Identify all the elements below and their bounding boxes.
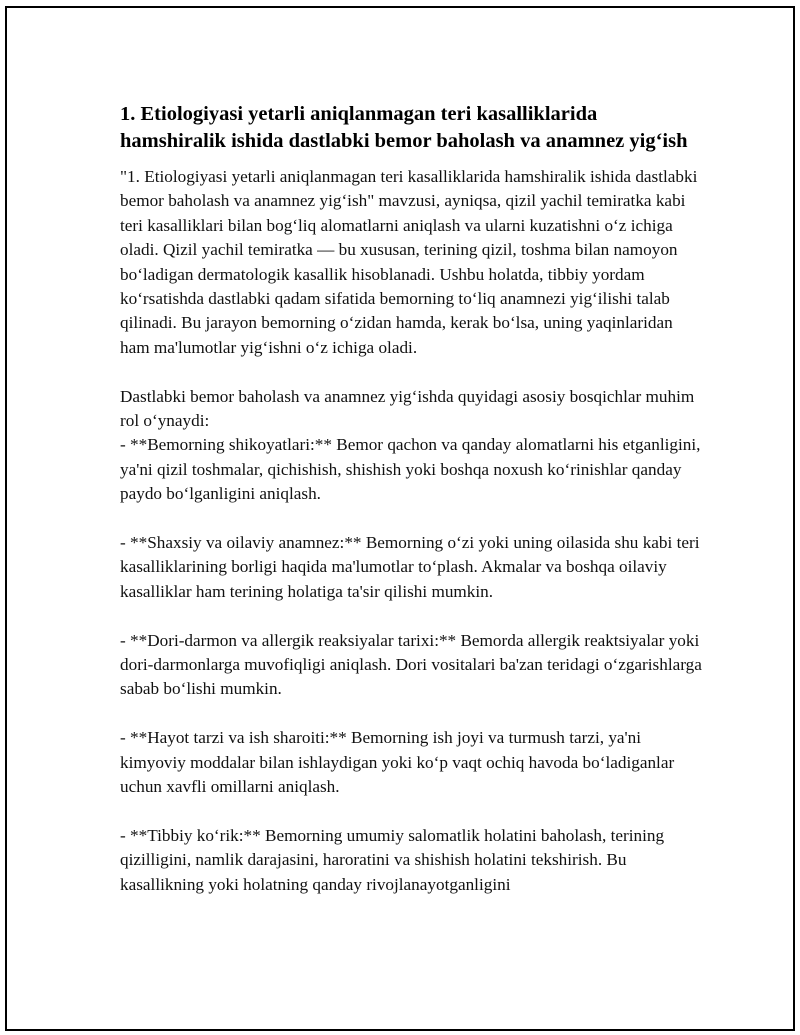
step-history: - **Shaxsiy va oilaviy anamnez:** Bemorning o‘zi yoki uning oilasida shu kabi teri kasalliklarining borligi haqida ma'lumotlar to‘plash. Akmalar va boshqa oilaviy kasalliklar ham terining holatiga ta'sir qilishi mumkin. [120,533,700,601]
paragraph-gap [120,360,702,384]
paragraph-gap [120,702,702,726]
step-complaints: - **Bemorning shikoyatlari:** Bemor qachon va qanday alomatlarni his etganligini, ya'ni qizil toshmalar, qichishish, shishish yoki boshqa noxush ko‘rinishlar qanday paydo bo‘lganligini aniqlash. [120,435,701,504]
step-drugs: - **Dori-darmon va allergik reaksiyalar tarixi:** Bemorda allergik reaktsiyalar yoki dori-darmonlarga muvofiqligi aniqlash. Dori vositalari ba'zan teridagi o‘zgarishlarga sabab bo‘lishi mumkin. [120,630,702,699]
document-body [120,101,702,897]
intro-paragraph: "1. Etiologiyasi yetarli aniqlanmagan teri kasalliklarida hamshiralik ishida dastlabki bemor baholash va anamnez yig‘ish" mavzusi, ayniqsa, qizil yachil temiratka kabi teri kasalliklari bilan bog‘liq alomatlarni aniqlash va ularni kuzatishni o‘z ichiga oladi. Qizil yachil temiratka — bu xususan, terining qizil, toshma bilan namoyon bo‘ladigan dermatologik kasallik hisoblanadi. Ushbu holatda, tibbiy yordam ko‘rsatishda dastlabki qadam sifatida bemorning to‘liq anamnezi yig‘ilishi talab qilinadi. Bu jarayon bemorning o‘zidan hamda, kerak bo‘lsa, uning yaqinlaridan ham ma'lumotlar yig‘ishni o‘z ichiga oladi. [120,167,698,357]
step-lifestyle: - **Hayot tarzi va ish sharoiti:** Bemorning ish joyi va turmush tarzi, ya'ni kimyoviy moddalar bilan ishlaydigan yoki ko‘p vaqt ochiq havoda bo‘ladiganlar uchun xavfli omillarni aniqlash. [120,728,675,797]
document-page [5,6,795,1031]
paragraph-gap [120,604,702,628]
section-heading: 1. Etiologiyasi yetarli aniqlanmagan teri kasalliklarida hamshiralik ishida dastlabki bemor baholash va anamnez yig‘ish [120,103,688,152]
step-exam: - **Tibbiy ko‘rik:** Bemorning umumiy salomatlik holatini baholash, terining qizilligini, namlik darajasini, haroratini va shishish holatini tekshirish. Bu kasallikning yoki holatning qanday rivojlanayotganligini [120,825,665,894]
paragraph-gap [120,507,702,531]
steps-intro-paragraph: Dastlabki bemor baholash va anamnez yig‘ishda quyidagi asosiy bosqichlar muhim rol o‘ynaydi: [120,386,695,431]
paragraph-gap [120,800,702,824]
